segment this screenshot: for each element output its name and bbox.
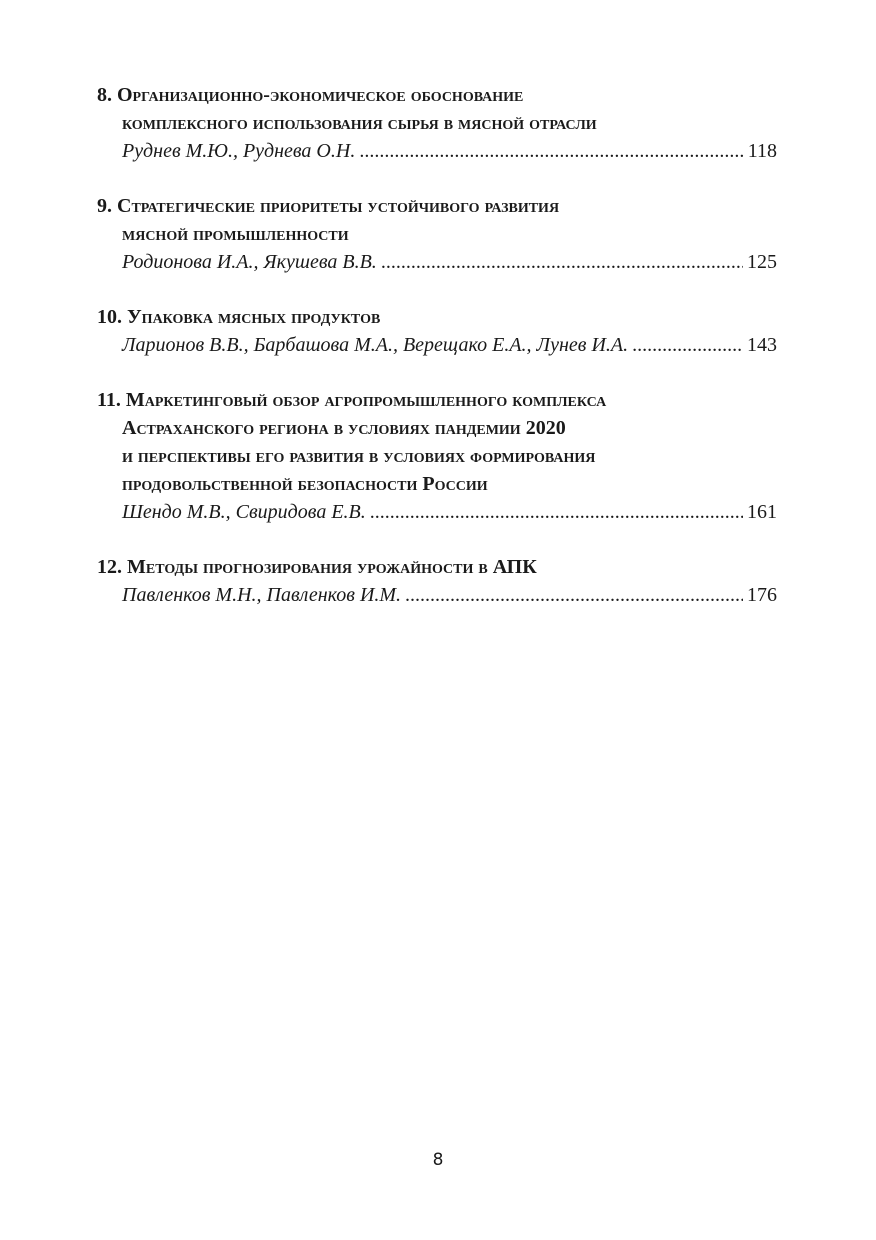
dot-leader xyxy=(359,137,743,165)
toc-entry-title: 10. Упаковка мясных продуктов xyxy=(97,306,381,328)
toc-entry-11 xyxy=(97,386,777,526)
toc-entry-title: Астраханского региона в условиях пандемии 2020 xyxy=(122,417,566,439)
toc-entry-authors-line xyxy=(97,248,777,276)
toc-entry-page: 118 xyxy=(747,140,777,162)
toc-entry-authors: Ларионов В.В., Барбашова М.А., Верещако Е.А., Лунев И.А. xyxy=(122,334,629,356)
toc-entry-12 xyxy=(97,553,777,609)
toc-entry-title: 9. Стратегические приоритеты устойчивого развития xyxy=(97,195,560,217)
toc-entry-9 xyxy=(97,192,777,276)
toc-entry-title: 11. Маркетинговый обзор агропромышленного комплекса xyxy=(97,389,607,411)
dot-leader xyxy=(370,498,743,526)
toc-entry-authors: Руднев М.Ю., Руднева О.Н. xyxy=(122,140,356,162)
toc-entry-title: и перспективы его развития в условиях формирования xyxy=(122,445,596,467)
toc-entry-title: 8. Организационно-экономическое обоснование xyxy=(97,84,524,106)
toc-entry-authors: Родионова И.А., Якушева В.В. xyxy=(122,251,377,273)
toc-entry-page: 143 xyxy=(747,334,777,356)
toc-entry-page: 161 xyxy=(747,501,777,523)
dot-leader xyxy=(381,248,743,276)
toc-entry-8 xyxy=(97,81,777,165)
toc-entry-title: мясной промышленности xyxy=(122,223,349,245)
toc-entry-authors: Шендо М.В., Свиридова Е.В. xyxy=(122,501,366,523)
toc-entry-page: 125 xyxy=(747,251,777,273)
table-of-contents xyxy=(97,81,777,636)
toc-entry-authors-line xyxy=(97,137,777,165)
toc-entry-authors: Павленков М.Н., Павленков И.М. xyxy=(122,584,402,606)
toc-entry-title: комплексного использования сырья в мясной отрасли xyxy=(122,112,597,134)
toc-entry-title: 12. Методы прогнозирования урожайности в АПК xyxy=(97,556,537,578)
toc-entry-authors-line xyxy=(97,331,777,359)
toc-entry-title: продовольственной безопасности России xyxy=(122,473,488,495)
toc-entry-authors-line xyxy=(97,498,777,526)
toc-entry-authors-line xyxy=(97,581,777,609)
page-number: 8 xyxy=(432,1150,444,1170)
toc-entry-10 xyxy=(97,303,777,359)
dot-leader xyxy=(405,581,743,609)
toc-entry-page: 176 xyxy=(747,584,777,606)
dot-leader xyxy=(632,331,743,359)
